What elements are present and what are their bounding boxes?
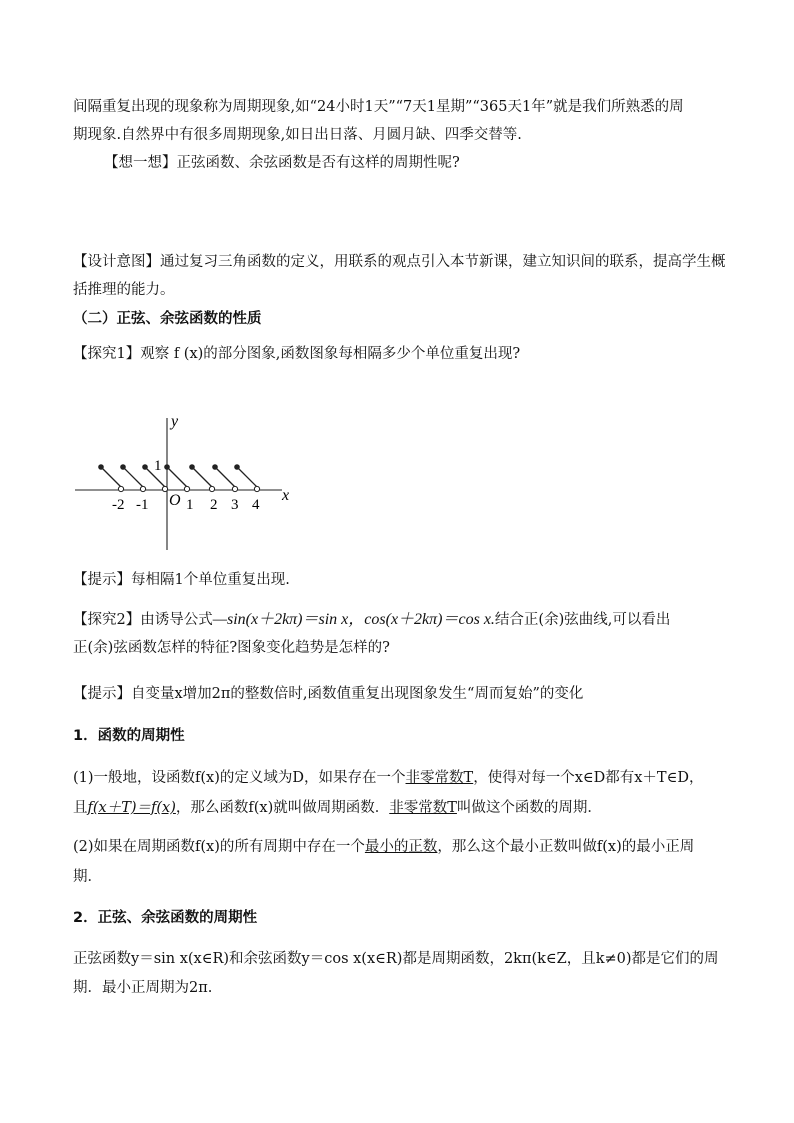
endpoint [232,486,237,491]
endpoint [162,486,167,491]
periodic-function-graph [70,408,300,553]
endpoint [98,464,104,470]
section-title-periodicity: 1．函数的周期性 [73,728,185,744]
x-tick-label: 1 [186,497,194,513]
endpoint [209,486,214,491]
design-intent-line-2: 括推理的能力。 [73,282,175,298]
x-tick-label: 3 [231,497,239,513]
explore-2-line-2: 正(余)弦函数怎样的特征?图象变化趋势是怎样的? [73,640,390,656]
design-intent-line-1: 【设计意图】通过复习三角函数的定义，用联系的观点引入本节新课，建立知识间的联系，提高学生概 [73,254,726,270]
endpoint [234,464,240,470]
nonzero-constant: 非零常数T [389,800,457,816]
def-text: (1)一般地，设函数f(x)的定义域为D，如果存在一个 [73,770,406,786]
open-endpoints [118,486,259,491]
hint-2: 【提示】自变量x增加2π的整数倍时,函数值重复出现图象发生“周而复始”的变化 [73,686,584,702]
sin-cos-line-2: 期．最小正周期为2π. [73,980,213,996]
x-axis-label: x [282,487,290,504]
def-text: (2)如果在周期函数f(x)的所有周期中存在一个 [73,839,365,855]
endpoint [140,486,145,491]
segments [101,467,257,487]
endpoint [142,464,148,470]
smallest-positive: 最小的正数 [364,839,438,855]
periodicity-def-1-line-2 [73,796,602,817]
periodicity-def-2-line-1 [73,835,694,856]
segment [215,467,235,487]
periodicity-def-2-line-2: 期． [73,869,102,885]
sin-cos-line-1: 正弦函数y＝sin x(x∈R)和余弦函数y＝cos x(x∈R)都是周期函数，2kπ(k∈Z，且k≠0)都是它们的周 [73,951,719,967]
explore-2-line-1 [73,606,670,629]
x-tick-label: 4 [252,497,260,513]
segment [237,467,257,487]
def-text: 叫做这个函数的周期． [456,800,602,816]
endpoint [118,486,123,491]
hint-1: 【提示】每相隔1个单位重复出现. [73,572,290,588]
explore-2-formula: —sin(x＋2kπ)＝sin x，cos(x＋2kπ)＝cos x. [212,611,495,628]
explore-1: 【探究1】观察 f (x)的部分图象,函数图象每相隔多少个单位重复出现? [73,346,521,362]
def-text: ，使得对每一个x∈D都有x＋T∈D， [473,770,704,786]
def-text: ，那么这个最小正数叫做f(x)的最小正周 [437,839,695,855]
x-tick-label: -2 [112,497,125,513]
period-equation: f(x＋T)＝f(x) [87,800,176,816]
segment [192,467,212,487]
nonzero-constant: 非零常数T [405,770,474,786]
explore-2-prefix: 【探究2】由诱导公式 [73,612,213,628]
periodicity-def-1-line-1 [73,766,703,787]
intro-line-1: 间隔重复出现的现象称为周期现象,如“24小时1天”“7天1星期”“365天1年”就是我们所熟悉的周 [73,99,684,115]
def-text: ，那么函数f(x)就叫做周期函数． [175,800,390,816]
think-prompt: 【想一想】正弦函数、余弦函数是否有这样的周期性呢? [104,155,460,171]
endpoint [120,464,126,470]
x-tick-label: -1 [136,497,149,513]
intro-line-2: 期现象.自然界中有很多周期现象,如日出日落、月圆月缺、四季交替等. [73,127,522,143]
endpoint [212,464,218,470]
endpoint [254,486,259,491]
def-text: 且 [73,800,88,816]
endpoint [189,464,195,470]
section-title-properties: （二）正弦、余弦函数的性质 [73,311,262,327]
endpoint [184,486,189,491]
section-title-sin-cos-periodicity: 2．正弦、余弦函数的周期性 [73,910,258,926]
segment [123,467,143,487]
y-axis-label: y [171,413,179,430]
y-tick-label: 1 [154,458,162,474]
explore-2-suffix: 结合正(余)弦曲线,可以看出 [494,612,671,628]
segment [167,467,187,487]
endpoint [164,464,170,470]
x-tick-label: 2 [210,497,218,513]
origin-label: O [169,492,181,509]
segment [101,467,121,487]
